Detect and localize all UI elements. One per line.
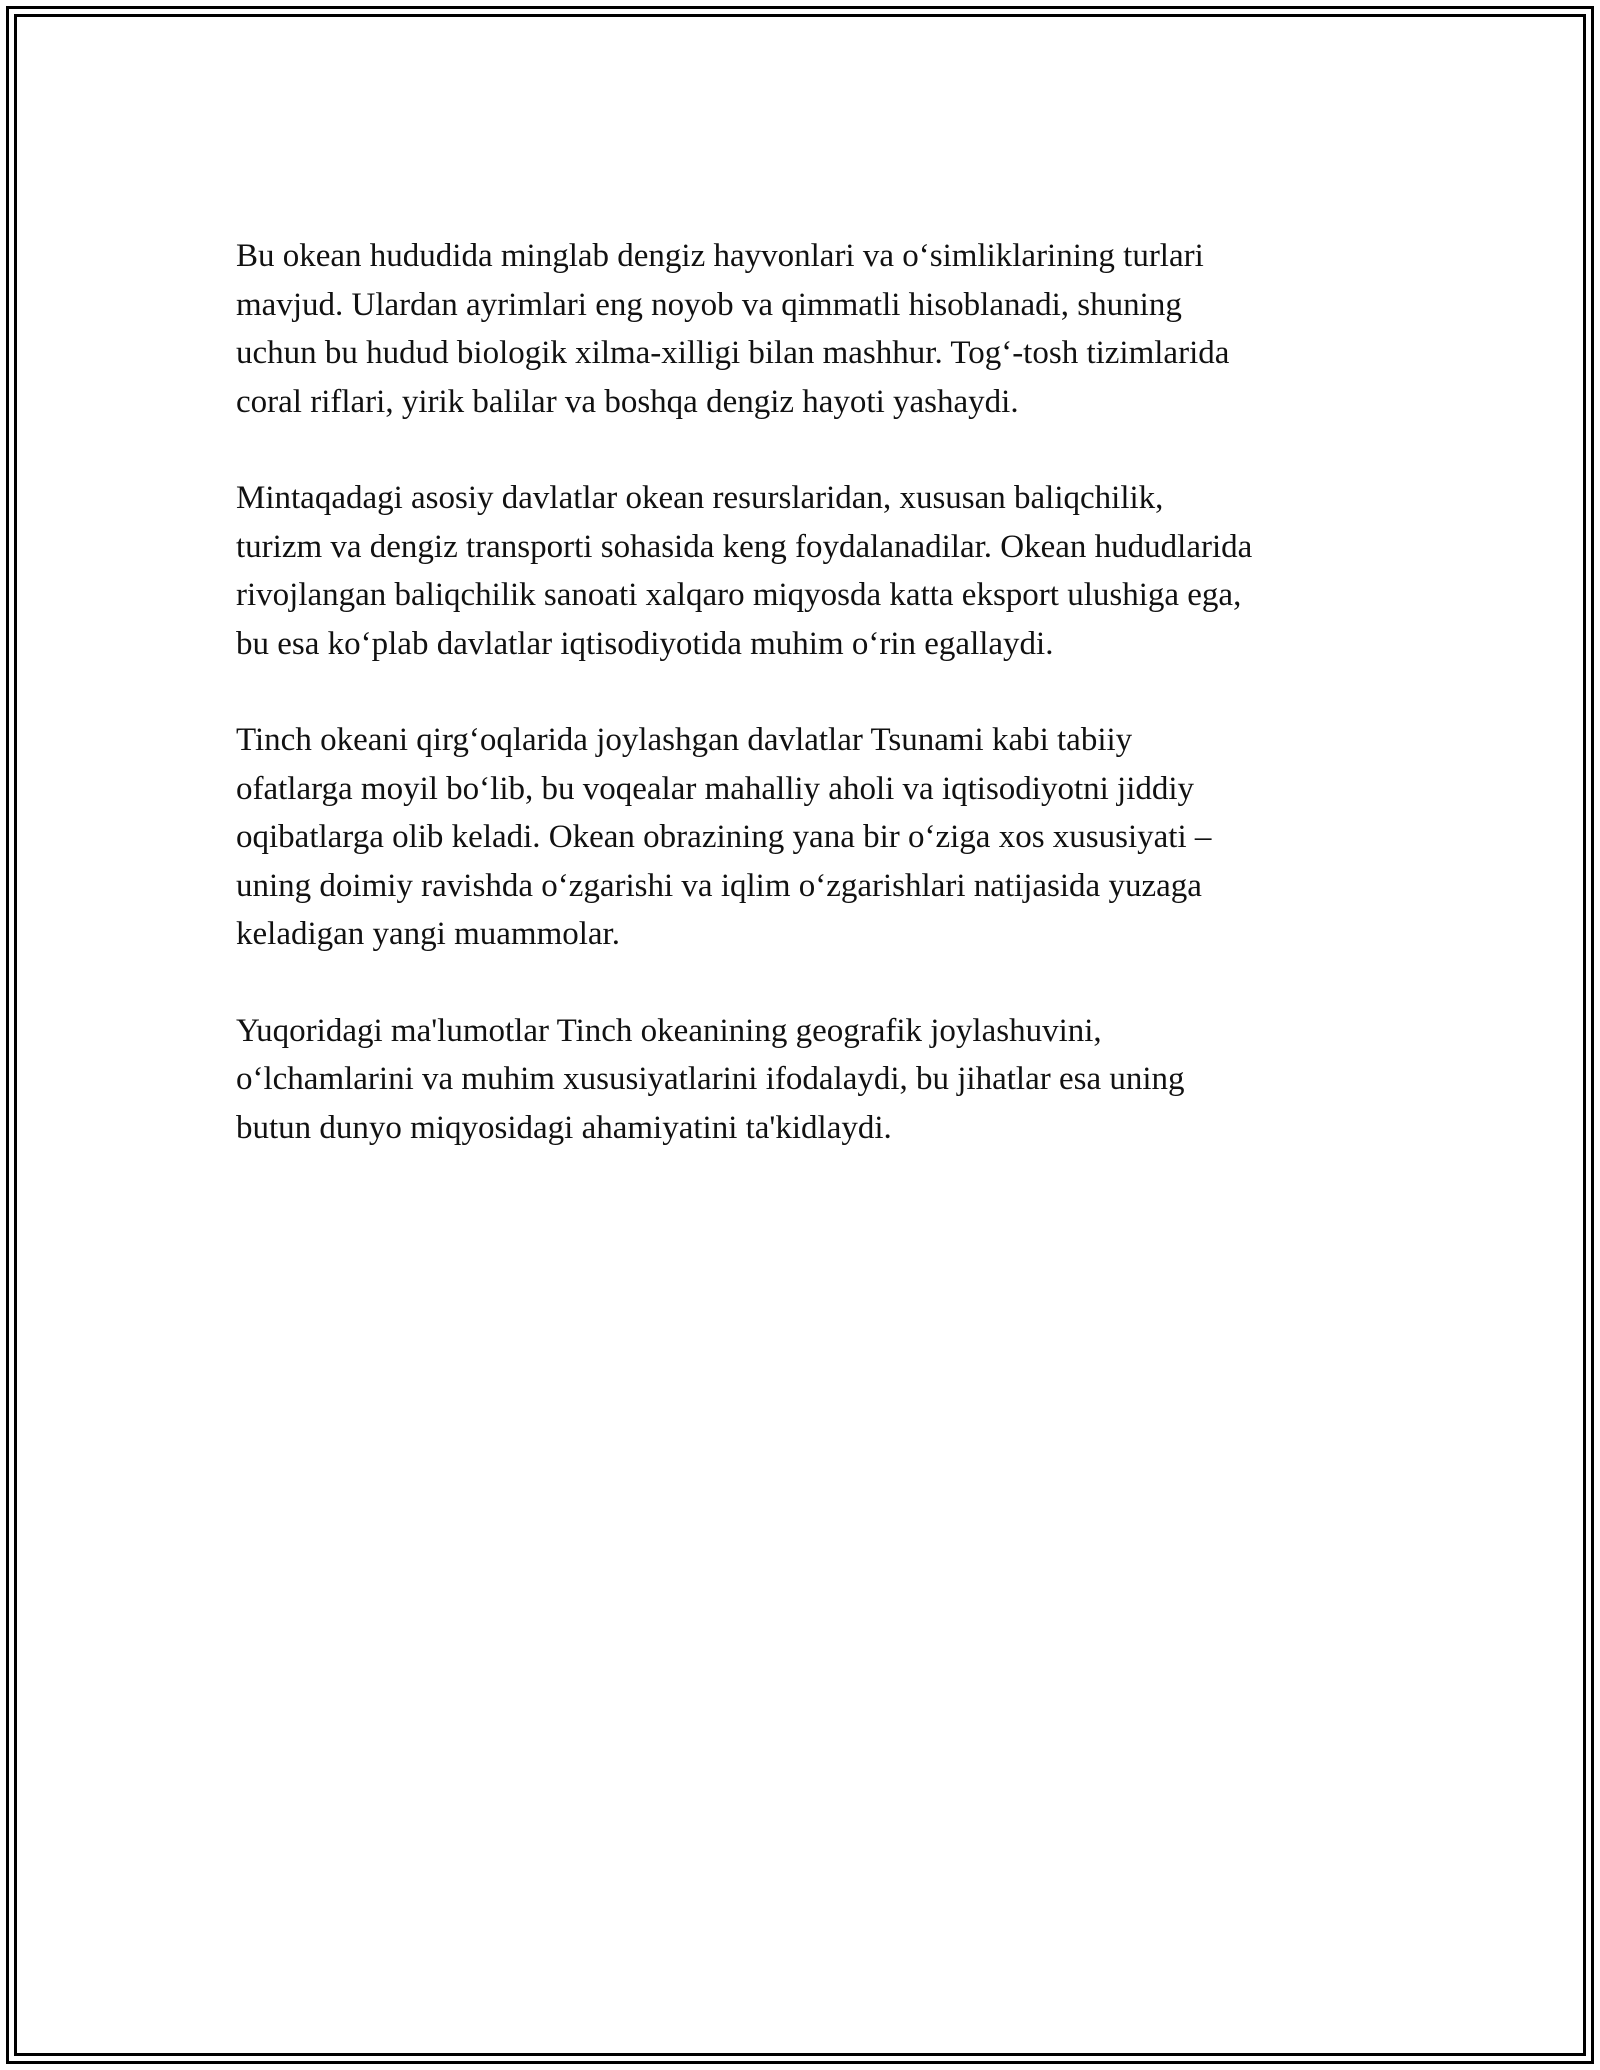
paragraph-line: Tinch okeani qirg‘oqlarida joylashgan davlatlar Tsunami kabi tabiiy [236, 722, 1133, 758]
paragraph-line: Bu okean hududida minglab dengiz hayvonlari va o‘simliklarining turlari [236, 238, 1204, 274]
paragraph-line: mavjud. Ulardan ayrimlari eng noyob va qimmatli hisoblanadi, shuning [236, 286, 1182, 323]
paragraph-line: turizm va dengiz transporti sohasida keng foydalanadilar. Okean hududlarida [236, 528, 1253, 565]
paragraph-3 [236, 716, 1376, 959]
paragraph-line: keladigan yangi muammolar. [236, 916, 620, 952]
paragraph-line: Yuqoridagi ma'lumotlar Tinch okeanining geografik joylashuvini, [236, 1012, 1102, 1049]
document-body [236, 232, 1376, 1200]
paragraph-line: ofatlarga moyil bo‘lib, bu voqealar mahalliy aholi va iqtisodiyotni jiddiy [236, 770, 1195, 807]
paragraph-line: bu esa ko‘plab davlatlar iqtisodiyotida muhim o‘rin egallaydi. [236, 625, 1054, 662]
paragraph-line: o‘lchamlarini va muhim xususiyatlarini ifodalaydi, bu jihatlar esa uning [236, 1061, 1185, 1097]
paragraph-line: coral riflari, yirik balilar va boshqa dengiz hayoti yashaydi. [236, 383, 1019, 420]
paragraph-2 [236, 474, 1376, 668]
paragraph-line: rivojlangan baliqchilik sanoati xalqaro miqyosda katta eksport ulushiga ega, [236, 577, 1242, 613]
paragraph-line: butun dunyo miqyosidagi ahamiyatini ta'kidlaydi. [236, 1109, 892, 1146]
paragraph-4 [236, 1007, 1376, 1153]
paragraph-line: uning doimiy ravishda o‘zgarishi va iqlim o‘zgarishlari natijasida yuzaga [236, 867, 1202, 904]
paragraph-line: Mintaqadagi asosiy davlatlar okean resurslaridan, xususan baliqchilik, [236, 480, 1164, 516]
paragraph-1 [236, 232, 1376, 426]
paragraph-line: oqibatlarga olib keladi. Okean obrazining yana bir o‘ziga xos xususiyati – [236, 819, 1212, 855]
paragraph-line: uchun bu hudud biologik xilma-xilligi bilan mashhur. Tog‘-tosh tizimlarida [236, 335, 1230, 371]
